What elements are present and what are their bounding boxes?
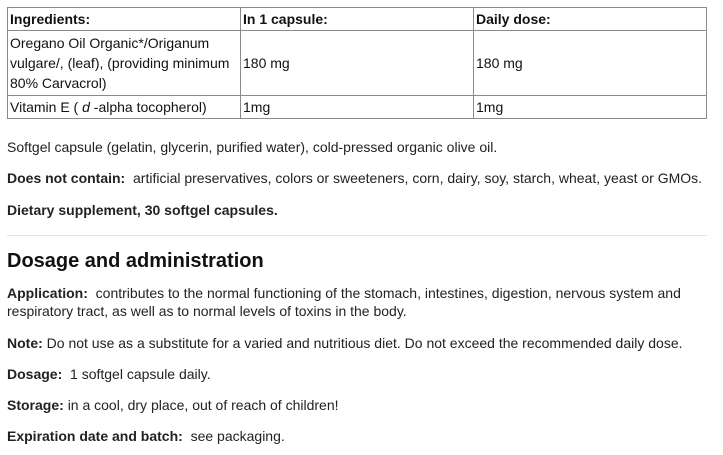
application-label: Application: bbox=[7, 285, 88, 301]
ingredient-name-suffix: -alpha tocopherol) bbox=[89, 99, 207, 115]
table-row bbox=[8, 96, 707, 119]
ingredient-per-capsule: 1mg bbox=[241, 96, 474, 119]
expiration-label: Expiration date and batch: bbox=[7, 428, 183, 444]
storage-label: Storage: bbox=[7, 397, 64, 413]
capsule-composition-text: Softgel capsule (gelatin, glycerin, purified water), cold-pressed organic olive oil. bbox=[7, 139, 498, 155]
ingredient-daily-dose: 1mg bbox=[474, 96, 707, 119]
expiration-text: see packaging. bbox=[190, 428, 285, 444]
ingredient-name bbox=[8, 96, 241, 119]
application-paragraph bbox=[7, 284, 697, 320]
supplement-info-text: Dietary supplement, 30 softgel capsules. bbox=[7, 202, 278, 218]
storage-paragraph bbox=[7, 396, 339, 414]
product-info-page bbox=[7, 7, 707, 444]
header-ingredients: Ingredients: bbox=[8, 8, 241, 31]
header-daily-dose: Daily dose: bbox=[474, 8, 707, 31]
dosage-section-title: Dosage and administration bbox=[7, 250, 264, 272]
table-row bbox=[8, 31, 707, 96]
ingredients-table bbox=[7, 7, 707, 119]
storage-text: in a cool, dry place, out of reach of children! bbox=[67, 397, 339, 413]
dosage-text: 1 softgel capsule daily. bbox=[70, 366, 211, 382]
section-divider bbox=[7, 235, 707, 236]
application-text: contributes to the normal functioning of the stomach, intestines, digestion, nervous system and respiratory tract, as well as to normal levels of toxins in the body. bbox=[7, 285, 681, 319]
expiration-paragraph bbox=[7, 427, 285, 445]
does-not-contain-text: artificial preservatives, colors or sweeteners, corn, dairy, soy, starch, wheat, yeast or GMOs. bbox=[133, 170, 703, 186]
ingredient-name-prefix: Vitamin E ( bbox=[10, 99, 83, 115]
ingredient-per-capsule: 180 mg bbox=[241, 31, 474, 96]
note-paragraph bbox=[7, 334, 683, 352]
ingredient-name-italic: d bbox=[82, 99, 90, 115]
dosage-paragraph bbox=[7, 365, 211, 383]
note-text: Do not use as a substitute for a varied and nutritious diet. Do not exceed the recommended daily dose. bbox=[46, 335, 683, 351]
ingredient-name: Oregano Oil Organic*/Origanum vulgare/, (leaf), (providing minimum 80% Carvacrol) bbox=[8, 31, 241, 96]
does-not-contain-line bbox=[7, 169, 702, 187]
does-not-contain-label: Does not contain: bbox=[7, 170, 126, 186]
dosage-label: Dosage: bbox=[7, 366, 63, 382]
ingredient-daily-dose: 180 mg bbox=[474, 31, 707, 96]
note-label: Note: bbox=[7, 335, 43, 351]
header-per-capsule: In 1 capsule: bbox=[241, 8, 474, 31]
ingredients-table-header-row bbox=[8, 8, 707, 31]
